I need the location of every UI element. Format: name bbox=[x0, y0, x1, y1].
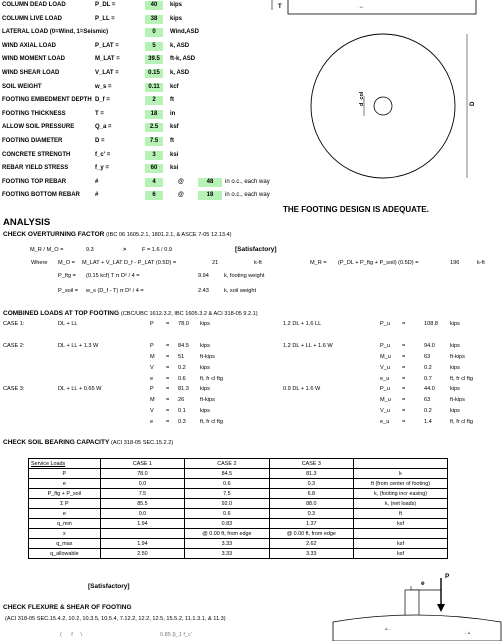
input-label: CONCRETE STRENGTH bbox=[2, 151, 71, 158]
case-load-unit: ft-kips bbox=[200, 397, 215, 403]
safety-factor: F = 1.6 / 0.9 bbox=[142, 247, 173, 253]
case-factored-symbol: V_u bbox=[380, 365, 390, 371]
mo-unit: k-ft bbox=[254, 260, 262, 266]
table-row bbox=[29, 509, 448, 519]
input-symbol: P_LAT = bbox=[95, 42, 119, 49]
input-label: FOOTING DIAMETER bbox=[2, 138, 63, 144]
table-cell: q_max bbox=[29, 539, 101, 549]
input-label: WIND SHEAR LOAD bbox=[2, 70, 60, 76]
case-load-unit: kips bbox=[200, 365, 210, 371]
case-load-value: 0.2 bbox=[178, 365, 186, 371]
pftg-unit: k, footing weight bbox=[224, 273, 265, 279]
case-load-value: 0.1 bbox=[178, 408, 186, 414]
input-unit: ksi bbox=[170, 151, 179, 158]
adequacy-message: THE FOOTING DESIGN IS ADEQUATE. bbox=[283, 205, 429, 214]
input-label: FOOTING BOTTOM REBAR bbox=[2, 192, 80, 199]
input-label: COLUMN DEAD LOAD bbox=[2, 2, 66, 8]
case-factored-symbol: M_u bbox=[380, 354, 391, 360]
case-factored-symbol: V_u bbox=[380, 408, 390, 414]
input-symbol: P_DL = bbox=[95, 2, 116, 8]
case-equals-sign: = bbox=[402, 397, 406, 403]
input-value[interactable]: 38 bbox=[145, 15, 163, 24]
mo-value: 21 bbox=[212, 260, 219, 266]
table-cell bbox=[354, 529, 448, 539]
case-factored-unit: ft-kips bbox=[450, 397, 465, 403]
table-cell: k bbox=[354, 469, 448, 479]
table-row bbox=[29, 479, 448, 489]
table-cell: e bbox=[29, 479, 101, 489]
input-unit: ksi bbox=[170, 165, 179, 172]
psoil-sym: P_soil = bbox=[58, 288, 79, 294]
case-factored-unit: kips bbox=[450, 386, 460, 392]
case-load-unit: ft, fr cl ftg bbox=[200, 419, 224, 425]
case-factored-value: 44.0 bbox=[424, 386, 435, 392]
table-cell: 2.50 bbox=[100, 549, 184, 559]
table-row bbox=[29, 549, 448, 559]
table-cell: 0.6 bbox=[185, 479, 269, 489]
table-cell: P bbox=[29, 469, 101, 479]
pftg-value: 9.94 bbox=[198, 273, 209, 279]
table-row bbox=[29, 539, 448, 549]
case-combo: DL + LL + 0.65 W bbox=[58, 386, 102, 392]
input-unit: ft bbox=[170, 97, 174, 104]
input-value[interactable]: 0.15 bbox=[145, 69, 163, 78]
case-name: CASE 1: bbox=[3, 321, 25, 327]
table-row bbox=[29, 529, 448, 539]
case-load-value: 26 bbox=[178, 397, 185, 403]
case-load-value: 0.3 bbox=[178, 419, 186, 425]
input-label: FOOTING TOP REBAR bbox=[2, 178, 67, 185]
cutoff-sketch: ( f \ bbox=[60, 632, 83, 638]
input-label: WIND MOMENT LOAD bbox=[2, 56, 65, 63]
input-label: FOOTING EMBEDMENT DEPTH bbox=[2, 97, 92, 104]
table-cell: 7.5 bbox=[100, 489, 184, 499]
case-load-value: 51 bbox=[178, 354, 185, 360]
case-equals-sign: = bbox=[166, 321, 170, 327]
table-cell: 2.62 bbox=[269, 539, 353, 549]
table-cell: 1.94 bbox=[100, 519, 184, 529]
input-symbol: w_s = bbox=[95, 83, 112, 90]
table-cell: ksf bbox=[354, 539, 448, 549]
table-cell: P_ftg + P_soil bbox=[29, 489, 101, 499]
case-equals-sign: = bbox=[166, 365, 170, 371]
ratio-label: M_R / M_O = bbox=[30, 247, 64, 253]
d-label: D bbox=[470, 101, 476, 106]
case-factored-value: 0.7 bbox=[424, 376, 432, 382]
case-factored-value: 94.0 bbox=[424, 343, 435, 349]
case-equals-sign: = bbox=[402, 321, 406, 327]
table-cell: x bbox=[29, 529, 101, 539]
input-label: REBAR YIELD STRESS bbox=[2, 165, 69, 172]
case-equals-sign: = bbox=[402, 408, 406, 414]
pftg-sym: P_ftg = bbox=[58, 273, 76, 279]
psoil-value: 2.43 bbox=[198, 288, 209, 294]
case-factored-value: 0.2 bbox=[424, 408, 432, 414]
input-value[interactable]: 2.5 bbox=[145, 123, 163, 132]
input-value[interactable]: 7.5 bbox=[145, 137, 163, 146]
dcol-label: d_col bbox=[359, 91, 365, 106]
case-load-unit: kips bbox=[200, 386, 210, 392]
input-symbol: P_LL = bbox=[95, 15, 115, 22]
case-equals-sign: = bbox=[402, 386, 406, 392]
input-unit: kcf bbox=[170, 83, 179, 90]
case-equals-sign: = bbox=[166, 386, 170, 392]
input-label: FOOTING THICKNESS bbox=[2, 110, 66, 117]
flexure-ref: (ACI 318-05 SEC.15.4.2, 10.2, 10.3.5, 10.5.4, 7.12.2, 12.2, 12.5, 15.5.2, 11.1.3.1, & 11.3) bbox=[5, 616, 226, 622]
table-cell: 92.0 bbox=[185, 499, 269, 509]
bearing-table bbox=[28, 458, 448, 559]
case-factored-unit: ft, fr cl ftg bbox=[450, 419, 474, 425]
table-cell: 1.94 bbox=[100, 539, 184, 549]
table-header-cell: CASE 3 bbox=[269, 459, 353, 469]
case-factored-unit: ft-kips bbox=[450, 354, 465, 360]
case-factored-symbol: M_u bbox=[380, 397, 391, 403]
input-value[interactable]: 40 bbox=[145, 1, 163, 10]
input-value[interactable]: 39.5 bbox=[145, 55, 163, 64]
input-unit: Wind,ASD bbox=[170, 29, 199, 36]
svg-text:. ▵ .: . ▵ . bbox=[358, 4, 365, 9]
mr-sym: M_R = bbox=[310, 260, 327, 266]
input-value[interactable]: 60 bbox=[145, 164, 163, 173]
table-cell: q_allowable bbox=[29, 549, 101, 559]
p-label: P bbox=[445, 573, 450, 580]
table-cell: ft (from center of footing) bbox=[354, 479, 448, 489]
input-symbol: T = bbox=[95, 110, 104, 117]
case-equals-sign: = bbox=[166, 419, 170, 425]
ratio-value: 9.3 bbox=[86, 247, 94, 253]
table-row bbox=[29, 499, 448, 509]
bearing-status: [Satisfactory] bbox=[88, 583, 130, 590]
table-cell: ft bbox=[354, 509, 448, 519]
input-unit: k, ASD bbox=[170, 70, 190, 76]
mo-sym: M_O = bbox=[58, 260, 75, 266]
input-symbol: M_LAT = bbox=[95, 56, 120, 63]
input-value[interactable]: 0 bbox=[145, 28, 163, 37]
case-load-symbol: P bbox=[150, 386, 154, 392]
rebar-at: @ bbox=[178, 178, 184, 185]
case-combo: DL + LL bbox=[58, 321, 78, 327]
input-unit: kips bbox=[170, 2, 183, 8]
column-circle bbox=[374, 97, 392, 115]
input-value[interactable]: 3 bbox=[145, 151, 163, 160]
table-cell: ksf bbox=[354, 549, 448, 559]
footing-plan-diagram bbox=[268, 0, 504, 210]
case-equals-sign: = bbox=[402, 419, 406, 425]
t-label: T bbox=[278, 4, 282, 10]
footing-section-diagram bbox=[325, 570, 504, 641]
case-load-unit: kips bbox=[200, 408, 210, 414]
input-value[interactable]: 18 bbox=[145, 110, 163, 119]
input-label: SOIL WEIGHT bbox=[2, 83, 42, 90]
svg-text:. ▵: . ▵ bbox=[465, 630, 471, 636]
input-unit: k, ASD bbox=[170, 42, 190, 49]
case-factored-symbol: P_u bbox=[380, 321, 390, 327]
pftg-expr: (0.15 kcf) T π D² / 4 = bbox=[86, 273, 140, 279]
case-factored-symbol: e_u bbox=[380, 376, 390, 382]
input-value[interactable]: 0.11 bbox=[145, 83, 163, 92]
case-load-symbol: M bbox=[150, 354, 155, 360]
case-factored-unit: kips bbox=[450, 365, 460, 371]
table-cell: e bbox=[29, 509, 101, 519]
case-load-symbol: V bbox=[150, 365, 154, 371]
case-load-symbol: M bbox=[150, 397, 155, 403]
case-load-value: 0.6 bbox=[178, 376, 186, 382]
input-symbol: f_c' = bbox=[95, 151, 111, 158]
rebar-spacing[interactable]: 48 bbox=[198, 178, 222, 187]
input-unit: ft bbox=[170, 138, 174, 144]
case-factored-unit: kips bbox=[450, 343, 460, 349]
input-label: LATERAL LOAD (0=Wind, 1=Seismic) bbox=[2, 29, 109, 36]
input-unit: ft-k, ASD bbox=[170, 56, 196, 63]
case-load-value: 78.0 bbox=[178, 321, 189, 327]
footing-circle bbox=[311, 34, 455, 178]
case-load-value: 81.3 bbox=[178, 386, 189, 392]
flexure-title: CHECK FLEXURE & SHEAR OF FOOTING bbox=[3, 604, 132, 611]
table-row bbox=[29, 489, 448, 499]
input-unit: kips bbox=[170, 15, 183, 22]
case-factored-unit: kips bbox=[450, 321, 460, 327]
input-unit: ksf bbox=[170, 124, 179, 131]
input-label: COLUMN LIVE LOAD bbox=[2, 15, 62, 22]
table-cell: k, (footing incr easing) bbox=[354, 489, 448, 499]
svg-text:▵ .: ▵ . bbox=[385, 626, 391, 632]
case-equals-sign: = bbox=[402, 365, 406, 371]
table-header-cell: CASE 2 bbox=[185, 459, 269, 469]
table-cell: 1.37 bbox=[269, 519, 353, 529]
table-cell: q_min bbox=[29, 519, 101, 529]
case-load-symbol: e bbox=[150, 376, 154, 382]
column-section bbox=[405, 590, 419, 616]
table-header-cell bbox=[354, 459, 448, 469]
rebar-unit: in o.c., each way bbox=[225, 178, 270, 185]
case-combo: DL + LL + 1.3 W bbox=[58, 343, 99, 349]
case-factored-value: 1.4 bbox=[424, 419, 432, 425]
table-cell: @ 0.00 ft, from edge bbox=[185, 529, 269, 539]
overturning-status: [Satisfactory] bbox=[235, 246, 277, 253]
table-cell: 0.83 bbox=[185, 519, 269, 529]
table-cell: 81.3 bbox=[269, 469, 353, 479]
case-load-symbol: V bbox=[150, 408, 154, 414]
case-equals-sign: = bbox=[402, 343, 406, 349]
footing-elevation-sketch bbox=[288, 0, 476, 14]
table-cell: 0.0 bbox=[100, 479, 184, 489]
table-cell: 6.8 bbox=[269, 489, 353, 499]
footing-section bbox=[333, 615, 501, 641]
factored-combo: 0.9 DL + 1.6 W bbox=[283, 386, 321, 392]
case-equals-sign: = bbox=[402, 354, 406, 360]
input-value[interactable]: 2 bbox=[145, 96, 163, 105]
case-factored-value: 63 bbox=[424, 354, 431, 360]
table-cell: 3.33 bbox=[185, 549, 269, 559]
rebar-at: @ bbox=[178, 192, 184, 199]
case-factored-value: 108.8 bbox=[424, 321, 438, 327]
combined-title: COMBINED LOADS AT TOP FOOTING (CBC/UBC 1612.3.2, IBC 1605.3.2 & ACI 318-05 9.2.1) bbox=[3, 310, 258, 317]
input-value[interactable]: 5 bbox=[145, 42, 163, 51]
case-equals-sign: = bbox=[402, 376, 406, 382]
table-cell: 0.3 bbox=[269, 479, 353, 489]
table-cell: 0.3 bbox=[269, 509, 353, 519]
case-equals-sign: = bbox=[166, 408, 170, 414]
gt-sign: > bbox=[123, 247, 127, 253]
table-row bbox=[29, 519, 448, 529]
case-load-value: 84.5 bbox=[178, 343, 189, 349]
case-load-symbol: P bbox=[150, 321, 154, 327]
mr-unit: k-ft bbox=[477, 260, 485, 266]
table-header-cell: Service Loads bbox=[29, 459, 101, 469]
input-symbol: V_LAT = bbox=[95, 70, 119, 76]
case-load-symbol: P bbox=[150, 343, 154, 349]
case-factored-symbol: P_u bbox=[380, 386, 390, 392]
rebar-unit: in o.c., each way bbox=[225, 192, 270, 199]
rebar-spacing[interactable]: 18 bbox=[198, 191, 222, 200]
case-equals-sign: = bbox=[166, 376, 170, 382]
table-cell: 3.33 bbox=[185, 539, 269, 549]
input-symbol: f_y = bbox=[95, 165, 109, 172]
input-symbol: # bbox=[95, 192, 99, 199]
input-value[interactable]: 6 bbox=[145, 191, 163, 200]
where-label: Where bbox=[31, 260, 48, 266]
bearing-title: CHECK SOIL BEARING CAPACITY (ACI 318-05 SEC.15.2.2) bbox=[3, 439, 174, 446]
mo-expr: M_LAT + V_LAT D_f - P_LAT (0.5D) = bbox=[82, 260, 177, 266]
case-factored-symbol: e_u bbox=[380, 419, 390, 425]
psoil-expr: w_s (D_f - T) π D² / 4 = bbox=[86, 288, 144, 294]
analysis-heading: ANALYSIS bbox=[3, 217, 51, 228]
case-load-unit: kips bbox=[200, 321, 210, 327]
table-cell: 0.0 bbox=[100, 509, 184, 519]
table-cell: 85.5 bbox=[100, 499, 184, 509]
table-cell: 88.0 bbox=[269, 499, 353, 509]
table-cell: @ 0.00 ft, from edge bbox=[269, 529, 353, 539]
psoil-unit: k, soil weight bbox=[224, 288, 257, 294]
input-symbol: D = bbox=[95, 138, 105, 144]
case-factored-value: 0.2 bbox=[424, 365, 432, 371]
table-cell: 84.5 bbox=[185, 469, 269, 479]
case-equals-sign: = bbox=[166, 354, 170, 360]
overturning-title: CHECK OVERTURNING FACTOR (IBC 06 1605.2.1, 1801.2.1, & ASCE 7-05 12.13.4) bbox=[3, 231, 232, 238]
table-cell: 7.5 bbox=[185, 489, 269, 499]
table-header-cell: CASE 1 bbox=[100, 459, 184, 469]
factored-combo: 1.2 DL + LL + 1.6 W bbox=[283, 343, 333, 349]
table-cell bbox=[100, 529, 184, 539]
table-cell: 78.0 bbox=[100, 469, 184, 479]
case-factored-unit: ft, fr cl ftg bbox=[450, 376, 474, 382]
table-row bbox=[29, 469, 448, 479]
input-label: WIND AXIAL LOAD bbox=[2, 42, 56, 49]
case-factored-symbol: P_u bbox=[380, 343, 390, 349]
case-factored-value: 63 bbox=[424, 397, 431, 403]
case-factored-unit: kips bbox=[450, 408, 460, 414]
input-symbol: # bbox=[95, 178, 99, 185]
input-unit: in bbox=[170, 110, 176, 117]
table-cell: 3.33 bbox=[269, 549, 353, 559]
case-equals-sign: = bbox=[166, 343, 170, 349]
input-symbol: Q_a = bbox=[95, 124, 112, 131]
input-value[interactable]: 4 bbox=[145, 178, 163, 187]
e-label: e bbox=[421, 580, 425, 587]
table-cell: ksf bbox=[354, 519, 448, 529]
input-label: ALLOW SOIL PRESSURE bbox=[2, 124, 75, 131]
input-symbol: D_f = bbox=[95, 97, 110, 104]
table-header-row bbox=[29, 459, 448, 469]
case-name: CASE 2: bbox=[3, 343, 25, 349]
table-cell: Σ P bbox=[29, 499, 101, 509]
case-name: CASE 3: bbox=[3, 386, 25, 392]
mr-expr: (P_DL + P_ftg + P_soil) (0.5D) = bbox=[338, 260, 419, 266]
mr-value: 196 bbox=[450, 260, 460, 266]
factored-combo: 1.2 DL + 1.6 LL bbox=[283, 321, 322, 327]
case-load-unit: kips bbox=[200, 343, 210, 349]
table-cell: k, (net loads) bbox=[354, 499, 448, 509]
table-cell: 0.6 bbox=[185, 509, 269, 519]
case-equals-sign: = bbox=[166, 397, 170, 403]
case-load-unit: ft-kips bbox=[200, 354, 215, 360]
case-load-unit: ft, fr cl ftg bbox=[200, 376, 224, 382]
cutoff-formula: 0.85 β_1 f_c' bbox=[160, 632, 192, 638]
case-load-symbol: e bbox=[150, 419, 154, 425]
